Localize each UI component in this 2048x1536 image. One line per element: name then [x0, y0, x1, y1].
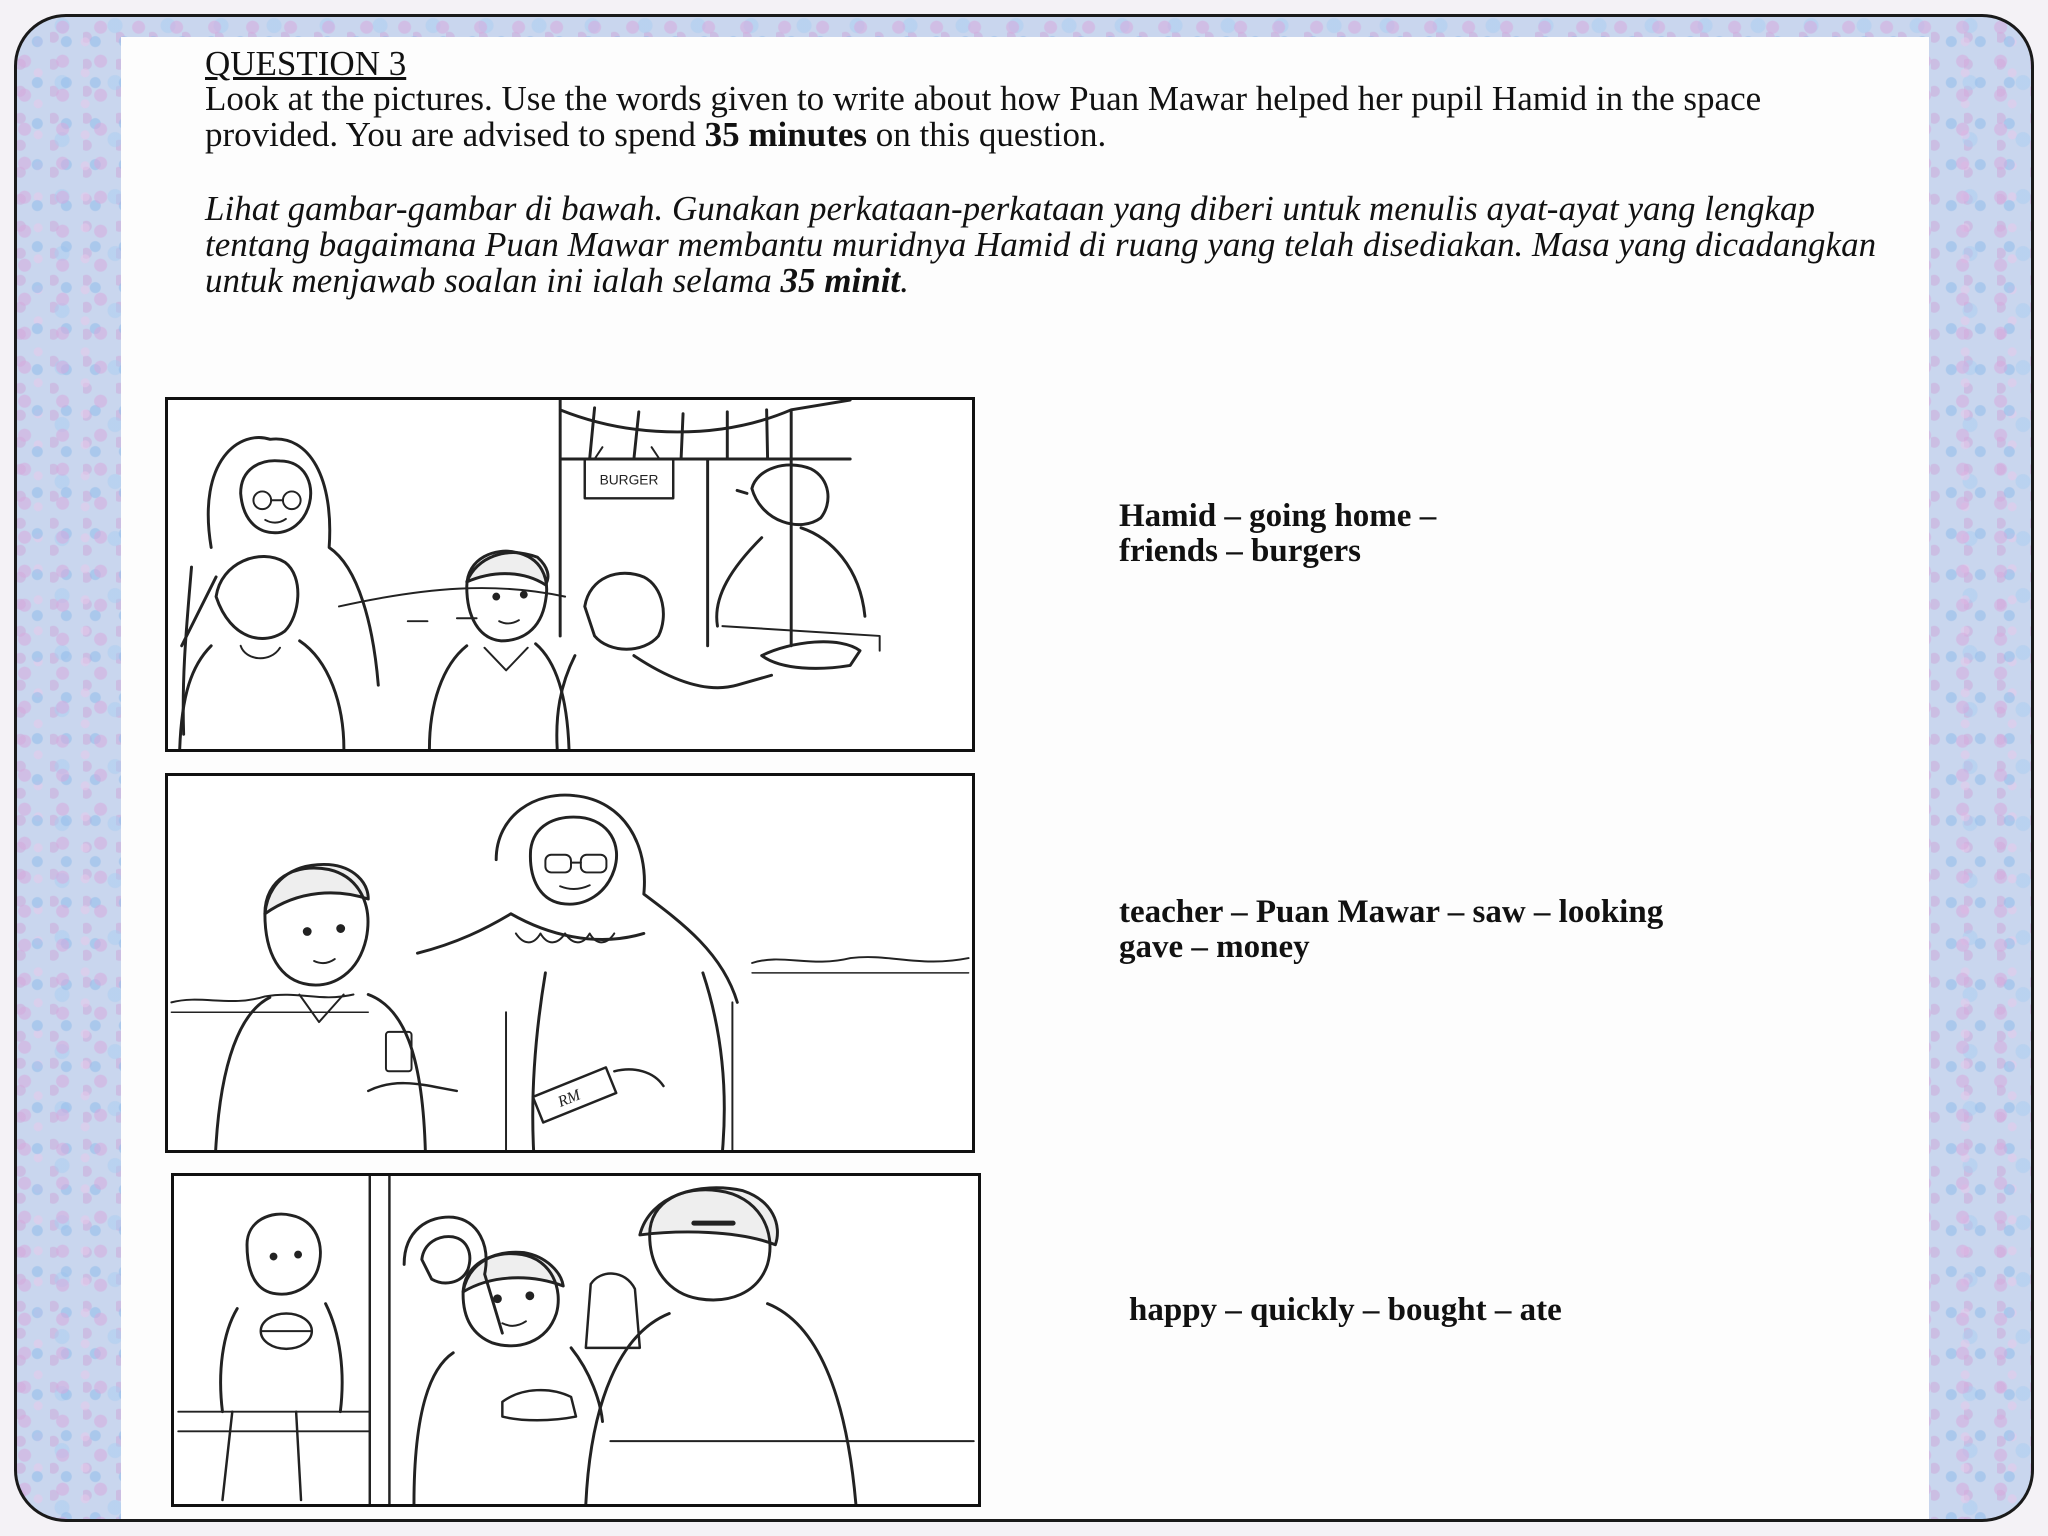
word-clue-1-line-1: Hamid – going home – [1119, 498, 1437, 534]
instructions-english-text: Look at the pictures. Use the words given to write about how Puan Mawar helped her pupil Hamid in the space provided. You are advised to spend [205, 79, 1762, 154]
picture-panel-2 [165, 773, 975, 1153]
worksheet-page [121, 37, 1929, 1522]
teacher-gives-money-illustration [168, 776, 972, 1150]
picture-panel-1 [165, 397, 975, 752]
burger-sign-text: BURGER [599, 472, 659, 488]
instructions-english-tail: on this question. [867, 115, 1107, 154]
instructions-english-bold: 35 minutes [704, 115, 868, 154]
instructions-malay-text: Lihat gambar-gambar di bawah. Gunakan perkataan-perkataan yang diberi untuk menulis ayat-ayat yang lengkap tentang bagaimana Puan Mawar membantu muridnya Hamid di ruang yang telah disediakan. Masa yang dicadangkan untuk menjawab soalan ini ialah selama [205, 189, 1877, 300]
word-clue-1-line-2: friends – burgers [1119, 533, 1361, 569]
burger-stall-illustration [168, 400, 972, 749]
picture-panel-3 [171, 1173, 981, 1507]
instructions-malay-bold: 35 minit [780, 261, 901, 300]
word-clue-2 [1119, 895, 1663, 965]
word-clue-2-line-2: gave – money [1119, 929, 1310, 965]
word-clue-1 [1119, 499, 1436, 569]
word-clue-3-line-1: happy – quickly – bought – ate [1129, 1292, 1562, 1328]
eating-burgers-illustration [174, 1176, 978, 1504]
instructions-malay-tail: . [900, 261, 909, 300]
word-clue-2-line-1: teacher – Puan Mawar – saw – looking [1119, 894, 1664, 930]
instructions-malay [205, 191, 1915, 299]
word-clue-3 [1129, 1293, 1562, 1328]
question-title: QUESTION 3 [205, 44, 407, 83]
money-note-text: RM [555, 1086, 583, 1111]
slide-frame [14, 14, 2034, 1522]
instructions-english [205, 81, 1895, 153]
